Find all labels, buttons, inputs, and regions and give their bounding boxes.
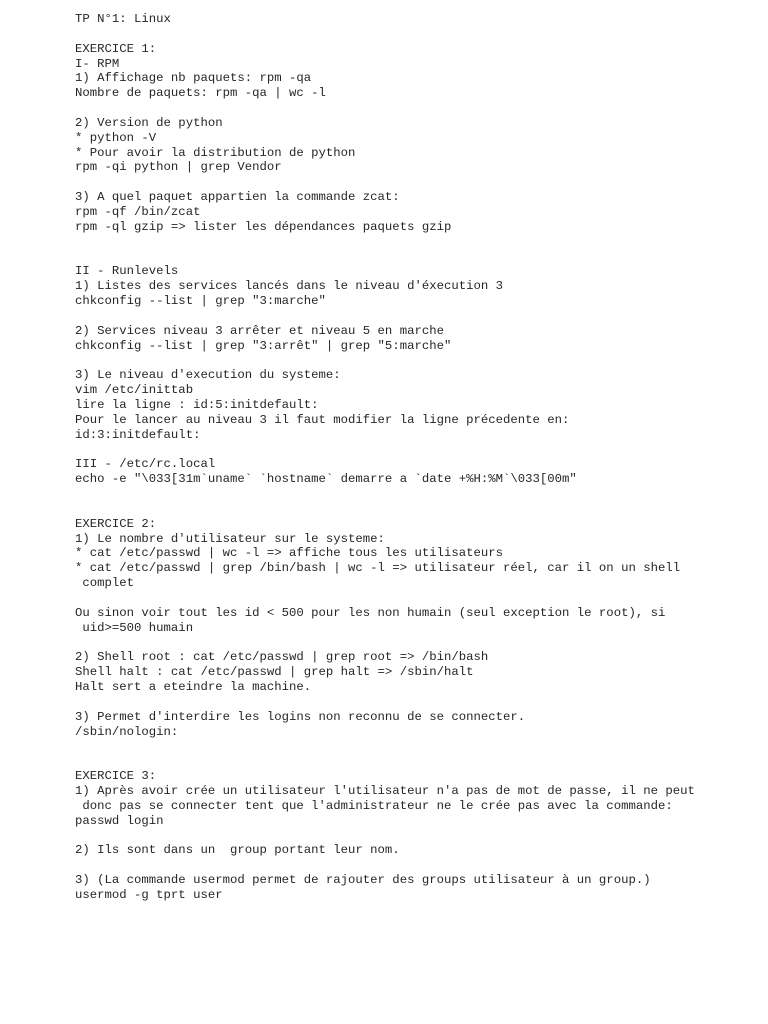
text-line: [75, 828, 755, 843]
text-line: complet: [75, 576, 135, 591]
text-line: 1) Affichage nb paquets: rpm -qa: [75, 71, 312, 86]
text-line: id:3:initdefault:: [75, 427, 201, 442]
text-line: 1) Le nombre d'utilisateur sur le systeme:: [75, 531, 385, 546]
text-line: EXERCICE 3:: [75, 769, 157, 784]
text-line: 3) A quel paquet appartien la commande zcat:: [75, 190, 400, 205]
text-line: lire la ligne : id:5:initdefault:: [75, 397, 319, 412]
text-line: Shell halt : cat /etc/passwd | grep halt => /sbin/halt: [75, 665, 474, 680]
text-line: 2) Shell root : cat /etc/passwd | grep root => /bin/bash: [75, 650, 489, 665]
text-line: 2) Services niveau 3 arrêter et niveau 5 en marche: [75, 323, 444, 338]
text-line: Pour le lancer au niveau 3 il faut modifier la ligne précedente en:: [75, 412, 570, 427]
text-line: echo -e "\033[31m`uname` `hostname` demarre a `date +%H:%M`\033[00m": [75, 472, 577, 487]
text-line: Nombre de paquets: rpm -qa | wc -l: [75, 86, 326, 101]
text-line: Halt sert a eteindre la machine.: [75, 679, 312, 694]
text-line: * cat /etc/passwd | wc -l => affiche tous les utilisateurs: [75, 546, 504, 561]
text-line: [75, 27, 755, 42]
text-line: EXERCICE 2:: [75, 516, 157, 531]
text-line: Ou sinon voir tout les id < 500 pour les non humain (seul exception le root), si: [75, 605, 666, 620]
text-line: [75, 250, 755, 265]
text-line: 3) Permet d'interdire les logins non reconnu de se connecter.: [75, 709, 526, 724]
text-line: [75, 754, 755, 769]
text-line: II - Runlevels: [75, 264, 179, 279]
text-line: [75, 739, 755, 754]
text-line: [75, 487, 755, 502]
text-line: [75, 235, 755, 250]
text-line: [75, 175, 755, 190]
text-line: [75, 858, 755, 873]
text-line: III - /etc/rc.local: [75, 457, 216, 472]
text-line: rpm -qi python | grep Vendor: [75, 160, 282, 175]
text-line: [75, 635, 755, 650]
text-line: usermod -g tprt user: [75, 887, 223, 902]
text-line: 1) Après avoir crée un utilisateur l'utilisateur n'a pas de mot de passe, il ne peut: [75, 783, 695, 798]
text-line: 2) Ils sont dans un group portant leur nom.: [75, 843, 400, 858]
text-line: * Pour avoir la distribution de python: [75, 145, 356, 160]
text-line: [75, 502, 755, 517]
text-line: * python -V: [75, 130, 157, 145]
text-line: [75, 442, 755, 457]
text-line: 2) Version de python: [75, 115, 223, 130]
text-line: rpm -ql gzip => lister les dépendances paquets gzip: [75, 219, 452, 234]
text-line: chkconfig --list | grep "3:arrêt" | grep "5:marche": [75, 338, 452, 353]
text-line: 1) Listes des services lancés dans le niveau d'éxecution 3: [75, 279, 504, 294]
text-line: [75, 591, 755, 606]
text-line: chkconfig --list | grep "3:marche": [75, 294, 326, 309]
text-line: rpm -qf /bin/zcat: [75, 204, 201, 219]
text-line: EXERCICE 1:: [75, 41, 157, 56]
text-line: passwd login: [75, 813, 164, 828]
text-line: [75, 309, 755, 324]
text-line: uid>=500 humain: [75, 620, 194, 635]
text-line: vim /etc/inittab: [75, 383, 194, 398]
text-line: I- RPM: [75, 56, 120, 71]
text-line: 3) Le niveau d'execution du systeme:: [75, 368, 341, 383]
text-line: 3) (La commande usermod permet de rajouter des groups utilisateur à un group.): [75, 872, 651, 887]
text-line: [75, 695, 755, 710]
text-line: TP N°1: Linux: [75, 12, 171, 26]
text-line: [75, 101, 755, 116]
text-line: /sbin/nologin:: [75, 724, 179, 739]
text-line: donc pas se connecter tent que l'administrateur ne le crée pas avec la commande:: [75, 798, 673, 813]
text-line: [75, 353, 755, 368]
document-text: [75, 12, 755, 903]
text-line: * cat /etc/passwd | grep /bin/bash | wc -l => utilisateur réel, car il on un shell: [75, 561, 681, 576]
